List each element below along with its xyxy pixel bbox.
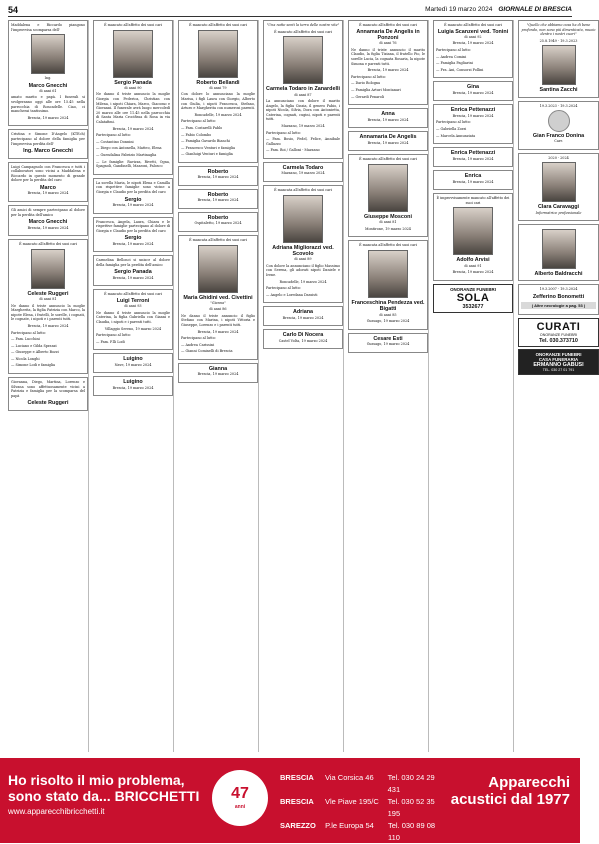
portrait-photo bbox=[198, 30, 238, 78]
list-item: — Fam. Bosio, Fedel, Felice, Annibale Galluzzo bbox=[266, 137, 340, 146]
more-obituaries-note: ( Altre necrologie a pag. 53 ) bbox=[521, 302, 596, 309]
notice-header: È mancato all'affetto dei suoi cari bbox=[19, 242, 77, 247]
deceased-age: di anni 61 bbox=[39, 89, 57, 93]
obituary-columns bbox=[8, 20, 596, 752]
memorial-dates: 19.3.2007 - 19.3.2024 bbox=[539, 287, 578, 292]
list-item: — Famiglia Pagliarini bbox=[436, 61, 473, 66]
obituary-notice bbox=[263, 20, 343, 159]
ad-phone: Tel. 030.373710 bbox=[539, 337, 578, 344]
notice-text: amato marito e papà. I funerali si svolgeranno oggi alle ore 15.45 nella parrocchia di Roncadelle. Ciao, ci mancherai tantissimo. bbox=[11, 95, 85, 114]
memorial-dates: 25.8.1949 - 19.3.2023 bbox=[539, 38, 578, 43]
list-item: — Gabriella Zorzi bbox=[436, 126, 467, 131]
ad-phone: TEL. 030 27 01 791 bbox=[542, 367, 575, 372]
notice-header: È mancata all'affetto dei suoi cari bbox=[359, 243, 417, 248]
column-2 bbox=[93, 20, 174, 752]
ad-company-name: SOLA bbox=[456, 291, 490, 304]
portrait-photo bbox=[198, 245, 238, 293]
ad-subtitle: ONORANZE FUNEBRI bbox=[539, 333, 578, 338]
notice-place-date: Brescia, 19 marzo 2024 bbox=[452, 179, 494, 184]
memorial-notice bbox=[518, 20, 599, 98]
deceased-name: Celeste Ruggeri bbox=[27, 290, 69, 297]
obituary-notice bbox=[178, 20, 258, 163]
notice-place-date: Brescia, 19 marzo 2024 bbox=[282, 315, 324, 320]
obituary-notice bbox=[348, 154, 428, 237]
newspaper-name: GIORNALE DI BRESCIA bbox=[498, 6, 572, 13]
ad-company-name: CURATI bbox=[536, 321, 581, 334]
list-title: Partecipano al lutto: bbox=[436, 48, 471, 52]
notice-header: È mancata all'affetto dei suoi cari bbox=[274, 187, 332, 192]
list-title: Partecipano al lutto: bbox=[266, 130, 301, 135]
notice-header: È mancato all'affetto dei suoi cari bbox=[444, 23, 502, 27]
condolence-notice bbox=[178, 189, 258, 209]
list-title: Partecipano al lutto: bbox=[11, 330, 46, 335]
location-address: Via Corsica 46 bbox=[325, 773, 374, 782]
notice-place-date: Brescia, 19 marzo 2024 bbox=[367, 117, 409, 122]
notice-place-date: Brescia, 19 marzo 2024 bbox=[112, 202, 154, 207]
notice-place-date: Castel Volta, 19 marzo 2024 bbox=[278, 338, 328, 343]
obituary-notice bbox=[93, 20, 173, 175]
notice-place-date: Brescia, 19 marzo 2024 bbox=[27, 225, 69, 230]
deceased-age: di anni 79 bbox=[209, 86, 227, 90]
notice-text: Gli amici di sempre partecipano al dolore per la perdita dell'amico bbox=[11, 207, 85, 217]
deceased-age: di anni 90 bbox=[124, 86, 142, 90]
notice-place-date: Villaggio Sereno, 19 marzo 2024 bbox=[104, 326, 162, 331]
deceased-name: Annamaria De Angelis in Ponzoni bbox=[356, 28, 420, 41]
funeral-home-ad bbox=[433, 284, 513, 313]
memorial-notice bbox=[518, 101, 599, 150]
list-item: — Fra. Ani, Consorzi Pollini bbox=[436, 67, 484, 72]
notice-text: Ne danno il triste annuncio il marito Claudio, la figlia Tiziana, il fratello Pio, le sorelle Lucia, la cognata Rosaria, la nipote Simona e parenti tutti. bbox=[351, 47, 425, 66]
condolence-notice bbox=[8, 129, 88, 158]
memorial-notice bbox=[518, 153, 599, 221]
banner-left bbox=[8, 772, 208, 816]
notice-place-date: Brescia, 19 marzo 2024 bbox=[367, 140, 409, 145]
column-3 bbox=[178, 20, 259, 752]
deceased-name: Sergio Panada bbox=[114, 79, 152, 86]
deceased-name: Gianna bbox=[208, 365, 228, 372]
portrait-photo bbox=[31, 34, 65, 74]
deceased-name: Enrica bbox=[464, 173, 482, 180]
deceased-name: Luigino bbox=[123, 356, 143, 363]
banner-headline: Ho risolto il mio problema, bbox=[8, 772, 185, 788]
deceased-name: Enrica Pettenazzi bbox=[450, 150, 496, 157]
notice-place-date: Gussago, 19 marzo 2024 bbox=[366, 341, 410, 346]
list-title: Partecipano al lutto: bbox=[96, 133, 131, 138]
deceased-name: Cesare Esti bbox=[373, 335, 403, 342]
portrait-photo bbox=[368, 250, 408, 298]
deceased-name: Roberto bbox=[207, 214, 229, 221]
condolence-notice bbox=[93, 353, 173, 373]
list-title: Partecipano al lutto: bbox=[436, 120, 471, 125]
anniversary-logo-icon bbox=[212, 770, 268, 826]
deceased-age: di anni 89 bbox=[294, 257, 312, 262]
memorial-notice bbox=[518, 224, 599, 281]
deceased-name: Sergio bbox=[124, 235, 142, 242]
portrait-photo bbox=[113, 30, 153, 78]
notice-text: La annunciano con dolore il marito Angelo, la figlia Cinzia, il genero Fabio, i nipoti Nicola, Silvia, Dora con Antonietta, Caterina, cognati, cugini, nipoti e parenti tutti. bbox=[266, 99, 340, 122]
deceased-name: Roberto bbox=[207, 168, 229, 175]
list-item: — Diego con Antonella, Matteo, Elena bbox=[96, 146, 162, 151]
deceased-name: Adriana Migliorazzi ved. Scovolo bbox=[272, 244, 334, 257]
list-item: — Gerardi Fenaroli bbox=[351, 94, 384, 99]
notice-text: Ne danno il triste annuncio il figlio Stefano con Marina, i nipoti Vittoria e Giuseppe, Lorenzo e i parenti tutti. bbox=[181, 313, 255, 327]
notice-place-date: Brescia, 19 marzo 2024 bbox=[452, 113, 494, 118]
deceased-name: Carlo Di Nocera bbox=[282, 332, 324, 339]
notice-text: Ne danno il triste annuncio la moglie Margherita, la figlia Patrizia con Marco, la nipote Elena, i fratelli, le sorelle, i cognati, le cognate, i nipoti e i parenti tutti. bbox=[11, 303, 85, 322]
deceased-age: di anni 93 bbox=[124, 304, 142, 309]
banner-tagline: acustici dal 1977 bbox=[450, 791, 570, 808]
location-city: BRESCIA bbox=[280, 773, 314, 782]
page-number: 54 bbox=[8, 4, 19, 15]
portrait-photo bbox=[283, 36, 323, 84]
notice-quote: "Una notte senti la terra delle nostre vite" bbox=[266, 23, 340, 27]
notice-place-date: Brescia, 19 marzo 2024 bbox=[367, 68, 409, 73]
ad-title: ONORANZE FUNEBRI bbox=[450, 286, 496, 292]
condolence-notice bbox=[348, 131, 428, 151]
column-1 bbox=[8, 20, 89, 752]
deceased-name: Maria Ghidini ved. Civettini bbox=[183, 294, 253, 301]
notice-place-date: Mazzano, 19 marzo 2024 bbox=[281, 171, 325, 176]
notice-place-date: Brescia, 19 marzo 2024 bbox=[112, 275, 154, 280]
ad-subtitle: CASA FUNERARIA bbox=[538, 356, 579, 362]
obituary-notice bbox=[348, 20, 428, 105]
deceased-name: Alberto Baldracchi bbox=[534, 271, 583, 278]
deceased-name: Ing. Marco Gnecchi bbox=[23, 148, 73, 155]
list-title: Partecipano al lutto: bbox=[181, 119, 216, 124]
portrait-photo bbox=[368, 164, 408, 212]
condolence-notice bbox=[348, 108, 428, 128]
notice-place-date: Ospitaletto, 19 marzo 2024 bbox=[194, 221, 242, 226]
location-row bbox=[280, 772, 448, 796]
notice-place-date: Brescia, 19 marzo 2024 bbox=[27, 323, 69, 328]
deceased-name: Adriana bbox=[292, 309, 314, 316]
notice-header: È mancato all'affetto dei suoi cari bbox=[274, 29, 332, 34]
portrait-photo bbox=[542, 162, 576, 202]
condolence-notice bbox=[348, 333, 428, 353]
list-item: — Costantino Donnini bbox=[96, 139, 134, 144]
deceased-name: Franceschina Pendezza ved. Bigatti bbox=[351, 299, 425, 313]
ad-company-name: ERMANNO GABUSI bbox=[533, 361, 584, 368]
list-item: — Dario Bologna bbox=[351, 81, 381, 86]
condolence-notice bbox=[93, 178, 173, 214]
deceased-age: di anni 85 bbox=[379, 312, 397, 317]
list-title: Partecipano al lutto: bbox=[181, 336, 216, 341]
obituary-notice bbox=[348, 240, 428, 329]
deceased-name: Santina Zacchi bbox=[539, 87, 578, 94]
deceased-name: Annamaria De Angelis bbox=[359, 134, 417, 141]
list-item: — Nicola Longhi bbox=[11, 356, 40, 361]
memorial-dates: 2020 - 2024 bbox=[548, 155, 569, 160]
notice-text: Francesca, Angela, Laura, Chiara e le rispettive famiglie partecipano al dolore di Giorgia e Claudio per la perdita del caro bbox=[96, 219, 170, 233]
location-phone: Tel. 030 89 08 110 bbox=[387, 821, 436, 842]
deceased-name: Luigi Terroni bbox=[116, 298, 150, 305]
deceased-name: Zefferino Bonometti bbox=[532, 293, 585, 300]
notice-place-date: Brescia, 19 marzo 2024 bbox=[112, 385, 154, 390]
notice-place-date: Brescia, 19 marzo 2024 bbox=[452, 156, 494, 161]
hearing-aid-banner-ad[interactable] bbox=[0, 758, 580, 843]
notice-place-date: Roncadelle, 19 marzo 2024 bbox=[279, 279, 327, 284]
condolence-notice bbox=[263, 162, 343, 182]
notice-place-date: Brescia, 19 marzo 2024 bbox=[197, 329, 239, 334]
deceased-name: Luigia Scanzeni ved. Tonini bbox=[437, 28, 509, 35]
location-phone: Tel. 030 24 29 431 bbox=[387, 773, 435, 794]
location-address: P.le Europa 54 bbox=[325, 821, 374, 830]
portrait-photo bbox=[31, 249, 65, 289]
location-row bbox=[280, 820, 448, 844]
list-item: — Fam. Lucchini bbox=[11, 337, 40, 342]
deceased-age: di anni 86 bbox=[209, 307, 227, 312]
notice-place-date: Mazzano, 19 marzo 2024 bbox=[281, 123, 325, 128]
deceased-name: Roberto Bellandi bbox=[196, 79, 240, 86]
deceased-name: Marco Gnecchi bbox=[28, 219, 68, 226]
banner-headline: sono stato da... BRICCHETTI bbox=[8, 788, 200, 804]
condolence-notice bbox=[8, 162, 88, 202]
column-5 bbox=[348, 20, 429, 752]
deceased-name: Gian Franco Donina bbox=[532, 133, 585, 139]
condolence-notice bbox=[263, 306, 343, 326]
condolence-notice bbox=[178, 363, 258, 383]
deceased-name: Anna bbox=[381, 111, 395, 118]
funeral-home-ad bbox=[518, 318, 599, 347]
notice-text: Giovanna, Diego, Martina, Lorenzo e Silvana sono affettuosamente vicini a Patrizia e famiglia per la scomparsa del papà bbox=[11, 380, 85, 398]
list-item: — Andrea Comini bbox=[436, 54, 467, 59]
list-item: — Famiglia Arturi Montanari bbox=[351, 87, 401, 92]
notice-text: Carmelina Bellonci si unisce al dolore della famiglia per la perdita dell'amico bbox=[96, 258, 170, 267]
location-city: SAREZZO bbox=[280, 821, 316, 830]
list-item: — Angelo e Loredana Dassisti bbox=[266, 292, 318, 297]
banner-website-link[interactable]: www.apparecchibricchetti.it bbox=[8, 807, 105, 816]
notice-quote: "Quello che abbiamo cosa ha di bene profondo, non sono più dimenticato, muoio dentro i nostri cuori" bbox=[521, 23, 596, 37]
notice-place-date: Brescia, 19 marzo 2024 bbox=[27, 115, 69, 120]
notice-place-date: Brescia, 19 marzo 2024 bbox=[197, 198, 239, 203]
condolence-notice bbox=[433, 170, 513, 190]
condolence-notice bbox=[93, 255, 173, 286]
deceased-title: Informatrice professionale bbox=[535, 210, 582, 215]
notice-place-date: Brescia, 19 marzo 2024 bbox=[27, 191, 69, 196]
notice-text: Ne danno il triste annuncio la moglie Caterina, la figlia Gabriella con Gianni e Claudia, i nipoti e i parenti tutti. bbox=[96, 310, 170, 325]
deceased-name: Marco bbox=[40, 184, 56, 191]
list-item: — Marcela Annunziata bbox=[436, 133, 476, 138]
notice-text: Ne danno il triste annuncio la moglie Giorgia con Federica, Christian con Milena, i nipoti Chiara, Marco, Giacomo e Giovanni. Il funerale avrà luogo mercoledì 20 marzo alle ore 11.45 nella parrocchia di Santa Maria Crocifissa di Rosa in via Calatafimi. bbox=[96, 92, 170, 124]
deceased-name: Clara Caravaggi bbox=[537, 204, 580, 211]
condolence-notice bbox=[8, 377, 88, 411]
deceased-age: di anni 81 bbox=[39, 297, 57, 302]
condolence-notice bbox=[93, 217, 173, 253]
obituary-notice bbox=[8, 239, 88, 374]
condolence-notice bbox=[8, 205, 88, 236]
notice-header: È mancato all'affetto dei suoi cari bbox=[104, 23, 162, 27]
deceased-name: Luigino bbox=[123, 379, 143, 386]
location-row bbox=[280, 796, 448, 820]
deceased-age: di anni 76 bbox=[379, 41, 397, 46]
notice-header: È mancato all'affetto dei suoi cari bbox=[104, 292, 162, 297]
page-header bbox=[8, 3, 572, 17]
deceased-name: Celeste Ruggeri bbox=[27, 400, 69, 407]
notice-place-date: Montirone, 19 marzo 2024 bbox=[365, 226, 411, 231]
notice-place-date: Brescia, 19 marzo 2024 bbox=[452, 41, 494, 46]
list-item: — Fabio Colombo bbox=[181, 132, 212, 137]
notice-place-date: Brescia, 19 marzo 2024 bbox=[112, 241, 154, 246]
condolence-notice bbox=[433, 147, 513, 167]
deceased-title: Carr. bbox=[554, 139, 563, 144]
list-title: Partecipano al lutto: bbox=[96, 333, 131, 338]
location-city: BRESCIA bbox=[280, 797, 314, 806]
obituary-notice bbox=[433, 193, 513, 281]
notice-text: Con dolore lo annunciano la moglie Marisa, i figli Laura con Giorgio, Alberto con Giulia, i nipoti Francesca, Stefano, Arturo e Margherita con numerosi parenti. bbox=[181, 92, 255, 111]
list-item: — Fam. Boi / Galloni - Mazzano bbox=[266, 148, 320, 153]
portrait-photo bbox=[548, 110, 570, 132]
banner-tagline: Apparecchi bbox=[488, 774, 570, 791]
deceased-age: di anni 87 bbox=[294, 92, 312, 97]
portrait-photo bbox=[283, 195, 323, 243]
list-item: — Andrea Carissini bbox=[181, 342, 215, 347]
list-item: — Fam. F.lli Lodi bbox=[96, 339, 125, 344]
obituary-notice bbox=[263, 185, 343, 303]
notice-place-date: Nave, 19 marzo 2024 bbox=[114, 362, 152, 367]
notice-text: La sorella Maria, le nipoti Elena e Camilla con rispettive famiglie sono vicine a Giorgia e Claudio per la perdita del caro bbox=[96, 180, 170, 194]
deceased-name: Giuseppe Mosconi bbox=[364, 213, 412, 220]
obituary-notice bbox=[433, 20, 513, 78]
notice-place-date: Brescia, 19 marzo 2024 bbox=[452, 90, 494, 95]
list-item: — Gianni Cominelli di Brescia bbox=[181, 349, 233, 354]
logo-subtitle: anni bbox=[234, 804, 246, 810]
list-title: Partecipano al lutto: bbox=[266, 286, 301, 291]
logo-number: 47 bbox=[231, 785, 249, 802]
list-item: — Giuseppe e Alberto Bozzi bbox=[11, 350, 59, 355]
notice-place-date: Brescia, 19 marzo 2024 bbox=[197, 372, 239, 377]
list-item: — Famiglia Gavardo Bianchi bbox=[181, 139, 230, 144]
notice-header: È mancato all'affetto dei suoi cari bbox=[359, 23, 417, 27]
banner-locations bbox=[280, 772, 448, 844]
portrait-photo bbox=[453, 207, 493, 255]
deceased-nickname: "Gianna" bbox=[210, 300, 226, 305]
ad-phone: 3532677 bbox=[462, 303, 484, 310]
notice-place-date: Brescia, 19 marzo 2024 bbox=[197, 175, 239, 180]
notice-place-date: Brescia, 19 marzo 2024 bbox=[112, 126, 154, 131]
deceased-name: Roberto bbox=[207, 191, 229, 198]
deceased-name: Carmela Todaro bbox=[282, 164, 324, 171]
column-7 bbox=[518, 20, 599, 752]
list-item: — Francesco Venturi e famiglia bbox=[181, 145, 235, 150]
deceased-name: Marco Gnecchi bbox=[28, 82, 68, 89]
deceased-name: Sergio Panada bbox=[114, 269, 152, 276]
location-address: Vle Piave 195/C bbox=[325, 797, 379, 806]
memorial-dates: 19.3.2023 - 19.3.2024 bbox=[539, 103, 578, 108]
list-item: — Le famiglie: Ravizza, Rivetti, Ogna, Spagnoli, Gandinelli, Mazzoni, Palosco bbox=[96, 159, 170, 169]
column-4 bbox=[263, 20, 344, 752]
condolence-notice bbox=[433, 104, 513, 144]
notice-place-date: Roncadelle, 19 marzo 2024 bbox=[194, 112, 242, 117]
list-item: — Simone Lodi e famiglia bbox=[11, 363, 56, 368]
deceased-name: Carmela Todaro in Zanardelli bbox=[266, 86, 340, 93]
condolence-notice bbox=[178, 212, 258, 232]
obituary-notice bbox=[178, 235, 258, 360]
notice-header: È mancato all'affetto dei suoi cari bbox=[359, 157, 417, 162]
notice-text: Cristina e Simone D'Angelo (KTEch) partecipano al dolore della famiglia per l'improvvisa perdita dell' bbox=[11, 132, 85, 146]
notice-place-date: Gussago, 19 marzo 2024 bbox=[366, 318, 410, 323]
notice-header: È mancata all'affetto dei suoi cari bbox=[189, 237, 247, 242]
obituary-notice bbox=[93, 289, 173, 350]
list-title: Partecipano al lutto: bbox=[351, 74, 386, 79]
condolence-notice bbox=[178, 166, 258, 186]
issue-date: Martedì 19 marzo 2024 bbox=[425, 6, 493, 13]
list-item: — Fam. Costarelli Pablo bbox=[181, 125, 223, 130]
location-phone: Tel. 030 52 35 195 bbox=[387, 797, 435, 818]
deceased-age: di anni 91 bbox=[464, 263, 482, 268]
portrait-photo bbox=[542, 45, 576, 85]
deceased-age: di anni 92 bbox=[464, 35, 482, 39]
notice-title: Ing. bbox=[44, 76, 52, 81]
deceased-name: Adolfo Arvisi bbox=[456, 257, 490, 264]
list-item: — Gianluigi Venturi e famiglia bbox=[181, 152, 233, 157]
deceased-name: Enrica Pettenazzi bbox=[450, 107, 496, 114]
condolence-notice bbox=[433, 81, 513, 101]
list-item: — Guendalina Fabrizio Martinaglia bbox=[96, 152, 157, 157]
portrait-photo bbox=[542, 229, 576, 269]
ad-title: ONORANZE FUNEBRI bbox=[535, 351, 582, 357]
funeral-home-ad bbox=[518, 349, 599, 376]
notice-header: È mancato all'affetto dei suoi cari bbox=[189, 23, 247, 27]
deceased-name: Gina bbox=[467, 84, 479, 91]
memorial-notice bbox=[518, 284, 599, 315]
condolence-notice bbox=[93, 376, 173, 396]
column-6 bbox=[433, 20, 514, 752]
condolence-notice bbox=[263, 329, 343, 349]
banner-right bbox=[430, 774, 570, 808]
notice-text: Luigi Campagnolo con Francesca e tutti i collaboratori sono vicini a Maddalena e Riccardo in questo momento di grande dolore per la perdita del caro bbox=[11, 164, 85, 183]
notice-text: Con dolore la annunciano il figlio Massimo con Serena, gli adorati nipoti Daniele e Irene. bbox=[266, 263, 340, 277]
obituary-notice bbox=[8, 20, 88, 126]
notice-place-date: Brescia, 19 marzo 2024 bbox=[452, 270, 494, 275]
deceased-age: di anni 81 bbox=[379, 220, 397, 225]
deceased-name: Sergio bbox=[124, 196, 142, 203]
list-item: — Luciano e Gilda Spranzi bbox=[11, 343, 57, 348]
notice-text: Maddalena e Riccardo piangono l'improvvisa scomparsa dell' bbox=[11, 23, 85, 32]
notice-header: È improvvisamente mancato all'affetto dei suoi cari bbox=[436, 196, 510, 205]
